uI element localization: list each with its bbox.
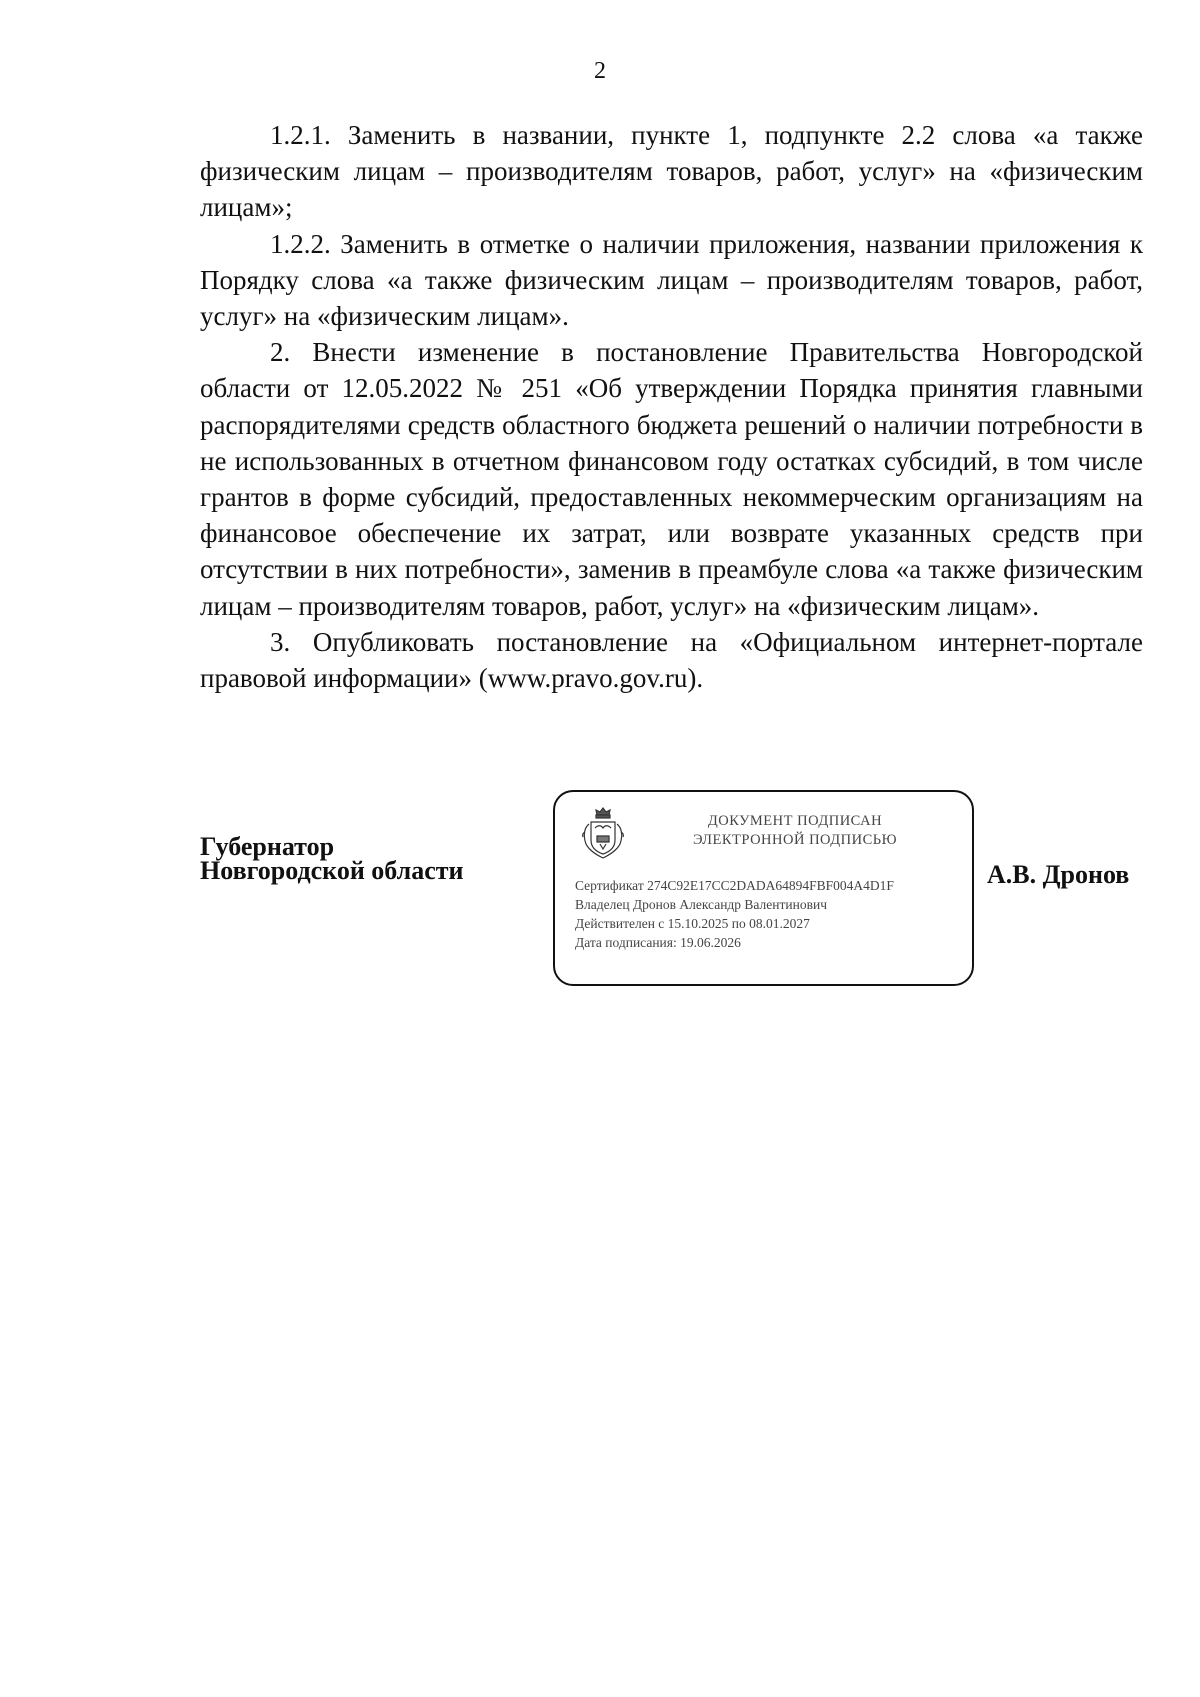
stamp-certificate: Сертификат 274C92E17CC2DADA64894FBF004A4D1F [575, 878, 894, 893]
coat-of-arms-icon [581, 806, 625, 862]
stamp-owner: Владелец Дронов Александр Валентинович [575, 897, 827, 912]
paragraph-1-2-1: 1.2.1. Заменить в названии, пункте 1, подпункте 2.2 слова «а также физическим лицам – производителям товаров, работ, услуг» на «физическим лицам»; [200, 120, 1143, 223]
paragraph-1-2-2: 1.2.2. Заменить в отметке о наличии приложения, названии приложения к Порядку слова «а также физическим лицам – производителям товаров, работ, услуг» на «физическим лицам». [200, 228, 1143, 332]
paragraph-2: 2. Внести изменение в постановление Правительства Новгородской области от 12.05.2022 № 251 «Об утверждении Порядка принятия главными распорядителями средств областного бюджета решений о наличии потребности в не использованных в отчетном финансовом году остатках субсидий, в том числе грантов в форме субсидий, предоставленных некоммерческим организациям на финансовое обеспечение их затрат, или возврате указанных средств при отсутствии в них потребности», заменив в преамбуле слова «а также физическим лицам – производителям товаров, работ, услуг» на «физическим лицам». [200, 337, 1143, 621]
signer-position-line1: Губернатор [200, 832, 335, 861]
paragraph-3: 3. Опубликовать постановление на «Официальном интернет-портале правовой информации» (www.pravo.gov.ru). [200, 626, 1143, 694]
signer-name: А.В. Дронов [987, 860, 1130, 889]
stamp-signing-date: Дата подписания: 19.06.2026 [575, 935, 741, 950]
electronic-signature-stamp [553, 790, 974, 986]
stamp-details [575, 876, 965, 952]
page-number: 2 [594, 58, 606, 84]
stamp-heading [675, 812, 915, 850]
document-body [200, 117, 1143, 696]
stamp-heading-line1: ДОКУМЕНТ ПОДПИСАН [707, 813, 883, 829]
signer-position [200, 832, 464, 885]
stamp-validity: Действителен с 15.10.2025 по 08.01.2027 [575, 916, 810, 931]
stamp-heading-line2: ЭЛЕКТРОННОЙ ПОДПИСЬЮ [692, 832, 898, 848]
signer-position-line2: Новгородской области [200, 856, 464, 885]
